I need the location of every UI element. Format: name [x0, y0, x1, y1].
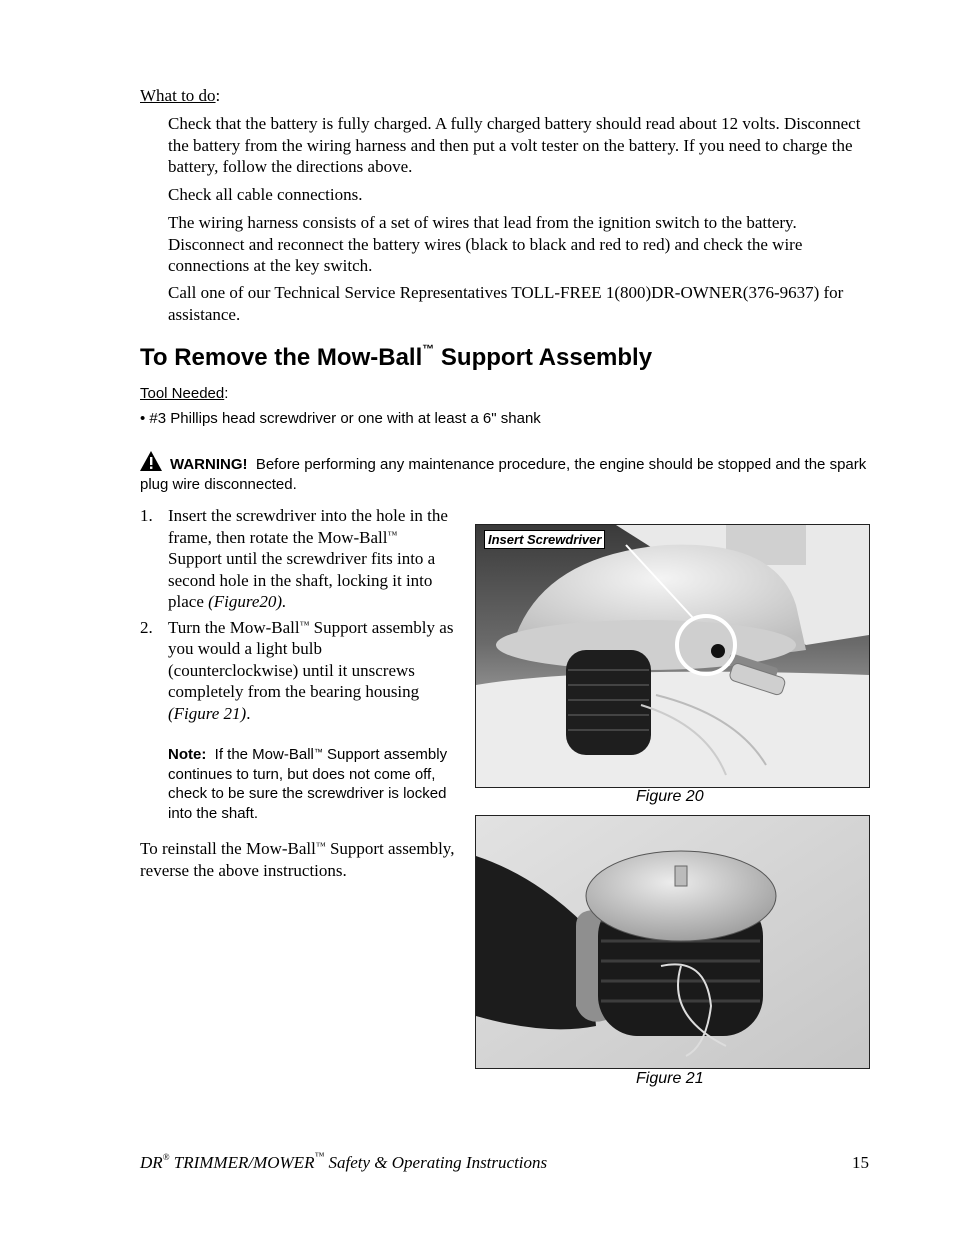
- step-number: 1.: [140, 506, 153, 525]
- warning-block: [140, 451, 875, 495]
- figure-reference: (Figure 21): [168, 703, 247, 723]
- tool-needed-colon: :: [224, 385, 229, 402]
- step-text: Insert the screwdriver into the hole in the frame, then rotate the Mow-Ball: [168, 506, 448, 547]
- figure-21-caption: Figure 21: [636, 1070, 704, 1087]
- figure-20-caption: Figure 20: [636, 788, 704, 805]
- step-text: Turn the Mow-Ball: [168, 617, 300, 637]
- tool-needed: [140, 385, 228, 402]
- reinstall-paragraph: [140, 838, 460, 881]
- step-number: 2.: [140, 617, 153, 637]
- tool-needed-label: Tool Needed: [140, 385, 225, 402]
- call-paragraph: Call one of our Technical Service Representatives TOLL-FREE 1(800)DR-OWNER(376-9637) for assistance.: [168, 283, 844, 324]
- step-2: [140, 617, 455, 725]
- step-tm: ™: [299, 619, 310, 631]
- note-tm: ™: [313, 747, 323, 757]
- reinstall-text: To reinstall the Mow-Ball: [140, 839, 316, 858]
- warning-triangle-icon: [140, 451, 164, 471]
- reinstall-tm: ™: [315, 841, 326, 852]
- footer-tm: ™: [314, 1151, 325, 1162]
- figure-21-photo: [475, 815, 870, 1069]
- figure-20-label: Insert Screwdriver: [484, 530, 605, 549]
- footer-dr: DR: [140, 1153, 163, 1172]
- reinstall-text-cont: Support assembly, reverse the above instructions.: [140, 839, 455, 880]
- warning-text: Before performing any maintenance procedure, the engine should be stopped and the spark plug wire disconnected.: [140, 456, 871, 493]
- page-number: 15: [852, 1153, 869, 1172]
- section-title: [140, 344, 652, 372]
- section-title-part1: To Remove the Mow-Ball: [140, 344, 423, 371]
- figure-20-illustration: [476, 525, 869, 787]
- harness-paragraph: The wiring harness consists of a set of wires that lead from the ignition switch to the battery. Disconnect and reconnect the battery wires (black to black and red to red) and check the wire connections at the key switch.: [168, 213, 803, 275]
- step-1: [140, 505, 455, 613]
- step-tm: ™: [387, 529, 398, 541]
- figure-21-illustration: [476, 816, 869, 1068]
- cable-paragraph: Check all cable connections.: [168, 185, 363, 204]
- step-text-cont: Support assembly as you would a light bulb (counterclockwise) until it unscrews completely from the bearing housing: [168, 617, 454, 701]
- figure-reference: (Figure20).: [208, 592, 287, 611]
- note-label: Note:: [168, 746, 207, 763]
- footer-rest: Safety & Operating Instructions: [324, 1153, 548, 1172]
- what-to-do-colon: :: [215, 86, 221, 105]
- note-text: If the Mow-Ball: [206, 746, 314, 763]
- note-text-cont: Support assembly continues to turn, but does not come off, check to be sure the screwdriver is locked into the shaft.: [168, 746, 448, 822]
- what-to-do-heading: [140, 86, 220, 106]
- what-to-do-label: What to do: [140, 86, 216, 105]
- tool-item: • #3 Phillips head screwdriver or one with at least a 6" shank: [140, 410, 541, 427]
- footer-product: TRIMMER/MOWER: [169, 1153, 315, 1172]
- footer-reg: ®: [162, 1152, 170, 1162]
- step-text-cont: Support until the screwdriver fits into a second hole in the shaft, locking it into place: [168, 549, 436, 611]
- footer-title: [140, 1153, 547, 1173]
- figure-20-photo: [475, 524, 870, 788]
- note-block: [168, 745, 458, 823]
- steps-list: [140, 505, 455, 728]
- step-end: .: [246, 703, 251, 723]
- section-title-tm: ™: [422, 342, 435, 356]
- warning-label: WARNING!: [170, 456, 248, 473]
- section-title-part2: Support Assembly: [434, 344, 653, 371]
- battery-paragraph: Check that the battery is fully charged. A fully charged battery should read about 12 volts. Disconnect the battery from the wiring harness and then put a volt tester on the battery. If you need to charge the battery, follow the directions above.: [168, 114, 861, 176]
